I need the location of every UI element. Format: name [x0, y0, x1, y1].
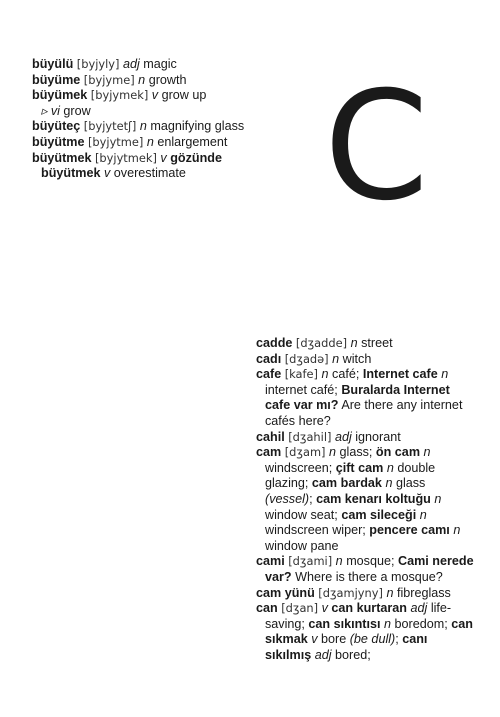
pronunciation: [dʒahil] [288, 429, 332, 444]
part-of-speech: n [146, 134, 154, 149]
headword: cami [256, 554, 285, 569]
sub-part-of-speech: ▹ vi [41, 103, 60, 118]
usage-note: (be dull) [349, 632, 396, 647]
pronunciation: [byjytetʃ] [83, 119, 137, 134]
entry-buyutme [32, 135, 264, 151]
entry-buyutmek [32, 151, 264, 182]
headword: cafe [256, 367, 282, 382]
phrase-part-of-speech: n [453, 523, 461, 538]
part-of-speech: n [335, 554, 343, 569]
pronunciation: [byjymek] [90, 88, 149, 103]
entry-cahil [256, 430, 476, 446]
phrase-definition: glass [395, 476, 426, 491]
phrase-definition: Are there any internet cafés here? [265, 398, 463, 428]
entry-buyume [32, 73, 264, 89]
part-of-speech: adj [122, 57, 140, 71]
phrase-part-of-speech: adj [314, 647, 332, 662]
phrase-part-of-speech: n [385, 476, 393, 491]
phrase: cam sileceği [341, 507, 417, 522]
sub-sense [41, 104, 264, 120]
part-of-speech: n [139, 119, 147, 134]
definition: witch [342, 351, 372, 366]
entry-buyulu [32, 57, 264, 73]
phrase: ön cam [375, 445, 421, 460]
headword: cahil [256, 429, 285, 444]
headword: can [256, 601, 278, 616]
definition: magnifying glass [150, 119, 245, 134]
phrase: can sıkıntısı [308, 616, 381, 631]
pronunciation: [dʒam] [284, 445, 326, 460]
phrase-definition: window pane [265, 538, 339, 553]
pronunciation: [dʒami] [288, 554, 333, 569]
phrase-part-of-speech: n [423, 445, 431, 460]
phrase-part-of-speech: n [441, 367, 449, 382]
headword: cadı [256, 351, 282, 366]
part-of-speech: v [321, 601, 328, 616]
part-of-speech: n [332, 351, 340, 366]
phrase-definition: overestimate [113, 166, 186, 181]
phrase-definition: boredom; [394, 616, 448, 631]
definition: glass; [339, 445, 373, 460]
separator: ; [395, 632, 399, 647]
phrase: canı sıkılmış [265, 632, 428, 662]
definition: growth [148, 72, 187, 87]
entry-cadde [256, 336, 476, 352]
phrase: çift cam [335, 460, 384, 475]
usage-note: (vessel) [265, 491, 310, 506]
definition: café; [332, 367, 360, 382]
pronunciation: [byjyly] [76, 57, 120, 71]
pronunciation: [byjytmek] [94, 150, 157, 165]
phrase: gözünde büyütmek [41, 150, 222, 181]
headword: büyülü [32, 57, 74, 71]
pronunciation: [kafe] [284, 367, 319, 382]
phrase: Cami nerede var? [265, 554, 474, 584]
pronunciation: [byjyme] [83, 72, 135, 87]
headword: büyüme [32, 72, 81, 87]
definition: street [361, 336, 393, 350]
phrase-part-of-speech: adj [410, 601, 428, 616]
entry-cadi [256, 352, 476, 368]
phrase-definition: internet café; [265, 382, 338, 397]
entry-cami [256, 554, 476, 585]
phrase-part-of-speech: n [419, 507, 427, 522]
phrase: Buralarda Internet cafe var mı? [265, 382, 450, 413]
pronunciation: [dʒan] [281, 601, 319, 616]
part-of-speech: n [386, 585, 394, 600]
entry-buyutec [32, 119, 264, 135]
definition: ignorant [355, 429, 401, 444]
pronunciation: [byjytme] [87, 134, 144, 149]
definition: grow up [161, 88, 207, 103]
headword: büyüteç [32, 119, 81, 134]
phrase-definition: life-saving; [265, 601, 452, 631]
pronunciation: [dʒamjyny] [318, 585, 383, 600]
phrase-part-of-speech: v [311, 632, 318, 647]
part-of-speech: n [138, 72, 146, 87]
phrase: pencere camı [369, 523, 450, 538]
phrase-definition: double glazing; [265, 460, 436, 491]
separator: ; [309, 491, 313, 506]
part-of-speech: adj [334, 429, 352, 444]
phrase: Internet cafe [362, 367, 438, 382]
part-of-speech: n [329, 445, 337, 460]
pronunciation: [dʒadə] [284, 351, 329, 366]
entry-cafe [256, 367, 476, 429]
phrase: can sıkmak [265, 616, 473, 647]
definition: enlargement [157, 134, 228, 149]
phrase-definition: bored; [335, 647, 371, 662]
phrase-definition: windscreen wiper; [265, 523, 366, 538]
phrase-part-of-speech: n [384, 616, 392, 631]
definition: mosque; [346, 554, 395, 569]
sub-definition: grow [63, 103, 91, 118]
phrase-part-of-speech: n [386, 460, 394, 475]
headword: büyütme [32, 134, 85, 149]
phrase: cam bardak [311, 476, 382, 491]
headword: cam yünü [256, 585, 315, 600]
section-letter: C [324, 60, 429, 234]
phrase-definition: window seat; [265, 507, 338, 522]
headword: büyütmek [32, 150, 92, 165]
phrase-definition: windscreen; [265, 460, 333, 475]
definition: magic [143, 57, 177, 71]
part-of-speech: n [350, 336, 358, 350]
phrase-part-of-speech: n [434, 491, 442, 506]
right-column [256, 336, 476, 663]
part-of-speech: n [321, 367, 329, 382]
headword: cadde [256, 336, 293, 350]
entry-can [256, 601, 476, 663]
part-of-speech: v [151, 88, 159, 103]
phrase-part-of-speech: v [103, 166, 111, 181]
pronunciation: [dʒadde] [295, 336, 348, 350]
entry-cam-yunu [256, 586, 476, 602]
phrase: cam kenarı koltuğu [316, 491, 431, 506]
left-column [32, 57, 264, 182]
definition: fibreglass [396, 585, 451, 600]
headword: cam [256, 445, 282, 460]
entry-buyumek [32, 88, 264, 119]
part-of-speech: v [160, 150, 167, 165]
phrase-definition: Where is there a mosque? [295, 569, 443, 584]
phrase-definition: bore [321, 632, 347, 647]
headword: büyümek [32, 88, 88, 103]
entry-cam [256, 445, 476, 554]
phrase: can kurtaran [331, 601, 407, 616]
